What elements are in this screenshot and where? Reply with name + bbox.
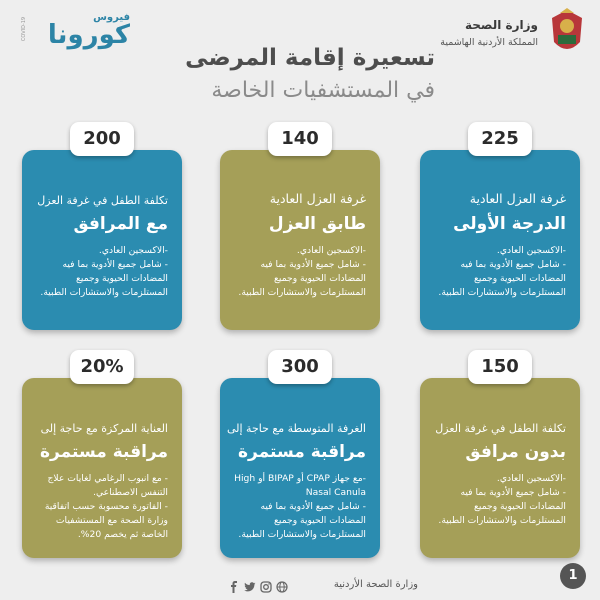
card-caption: الغرفة المتوسطة مع حاجة إلى [226,422,366,435]
facebook-icon[interactable] [228,578,240,590]
corona-logo-big: كورونا [47,20,130,50]
card-caption: غرفة العزل العادية [469,191,566,206]
detail-line: الخاصة ثم يخصم 20%. [77,529,168,540]
page-subtitle: في المستشفيات الخاصة [211,78,435,103]
social-icons [228,578,288,590]
price-badge: 20% [70,350,134,384]
detail-line: - شامل جميع الأدوية بما فيه [260,501,366,512]
detail-line: -الاكسجين العادي. [98,245,168,256]
card-caption: العناية المركزة مع حاجة إلى [40,422,168,435]
globe-icon[interactable] [276,578,288,590]
card-caption: تكلفة الطفل في غرفة العزل [37,194,168,207]
card-details [32,244,168,300]
detail-line: - شامل جميع الأدوية بما فيه [460,259,566,270]
ministry-name: وزارة الصحة [464,18,538,32]
card-details [230,472,366,542]
card-details [430,472,566,528]
price-badge: 140 [268,122,332,156]
instagram-icon[interactable] [260,578,272,590]
ministry-subtitle: المملكة الأردنية الهاشمية [440,37,538,48]
detail-line: التنفس الاصطناعي. [93,487,168,498]
page-title: تسعيرة إقامة المرضى [185,45,435,71]
price-card [22,128,182,330]
footer-text: وزارة الصحة الأردنية [333,579,418,590]
corona-logo-small: فيروس [93,12,130,23]
detail-line: Nasal Canula [305,487,366,498]
detail-line: -الاكسجين العادي. [496,473,566,484]
detail-line: - الفاتورة محسوبة حسب اتفاقية [44,501,168,512]
covid-tag: COVID-19 [21,16,28,42]
card-caption: تكلفة الطفل في غرفة العزل [435,422,566,435]
price-badge: 150 [468,350,532,384]
detail-line: - شامل جميع الأدوية بما فيه [62,259,168,270]
price-badge: 300 [268,350,332,384]
card-caption: غرفة العزل العادية [269,191,366,206]
coat-of-arms-icon [546,8,588,58]
detail-line: وزارة الصحة مع المستشفيات [55,515,168,526]
detail-line: -الاكسجين العادي. [296,245,366,256]
card-subtitle: مراقبة مستمرة [238,442,366,462]
card-subtitle: مع المرافق [73,214,168,234]
price-card [220,356,380,558]
price-badge: 200 [70,122,134,156]
detail-line: -الاكسجين العادي. [496,245,566,256]
price-card [420,356,580,558]
twitter-icon[interactable] [244,578,256,590]
detail-line: - شامل جميع الأدوية بما فيه [460,487,566,498]
detail-line: المستلزمات والاستشارات الطبية. [238,529,366,540]
detail-line: المستلزمات والاستشارات الطبية. [238,287,366,298]
detail-line: المضادات الحيوية وجميع [76,273,168,284]
price-card [220,128,380,330]
detail-line: - مع انبوب الرغامي لغايات علاج [47,473,168,484]
card-details [430,244,566,300]
detail-line: -مع جهاز CPAP أو BIPAP أو High [234,473,366,484]
detail-line: المستلزمات والاستشارات الطبية. [438,287,566,298]
detail-line: المضادات الحيوية وجميع [474,501,566,512]
page-number: 1 [560,563,586,589]
card-subtitle: بدون مرافق [465,442,566,462]
detail-line: - شامل جميع الأدوية بما فيه [260,259,366,270]
detail-line: المستلزمات والاستشارات الطبية. [438,515,566,526]
detail-line: المضادات الحيوية وجميع [274,515,366,526]
price-badge: 225 [468,122,532,156]
card-subtitle: الدرجة الأولى [453,214,566,234]
price-card [22,356,182,558]
corona-logo [18,12,138,54]
footer [228,578,418,594]
card-details [32,472,168,542]
card-details [230,244,366,300]
price-card [420,128,580,330]
card-subtitle: مراقبة مستمرة [40,442,168,462]
card-subtitle: طابق العزل [268,214,366,234]
detail-line: المستلزمات والاستشارات الطبية. [40,287,168,298]
detail-line: المضادات الحيوية وجميع [274,273,366,284]
detail-line: المضادات الحيوية وجميع [474,273,566,284]
